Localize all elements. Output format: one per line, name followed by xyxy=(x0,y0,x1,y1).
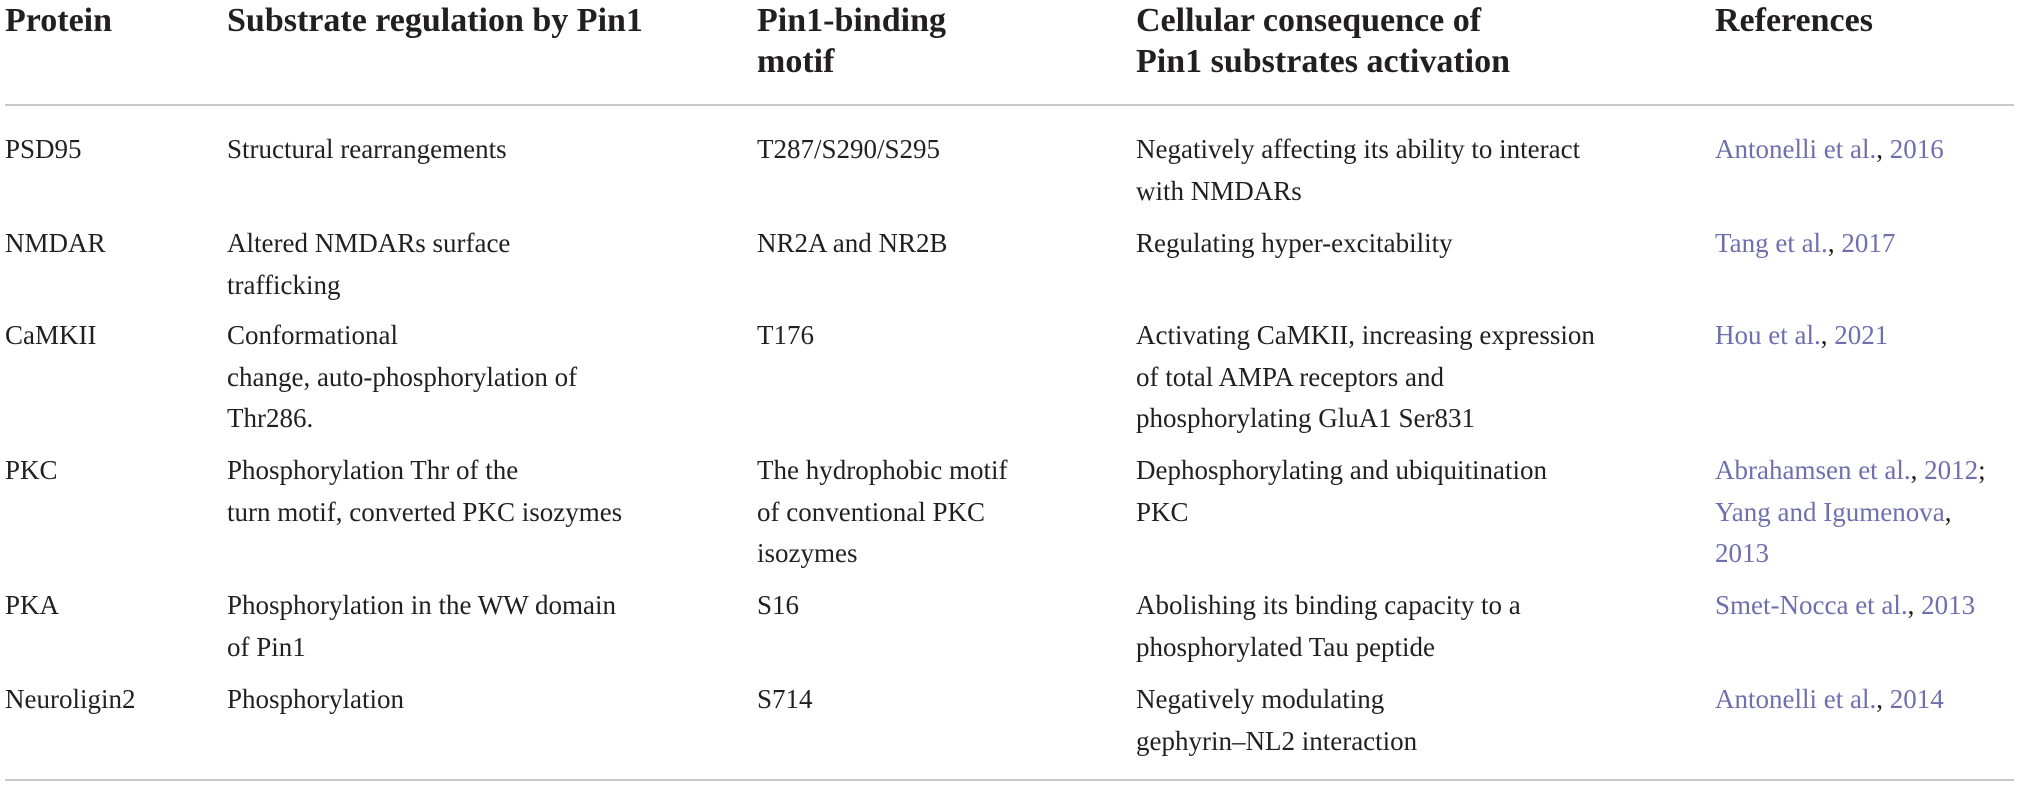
reference-separator: , xyxy=(1827,228,1842,258)
table-bottom-divider xyxy=(5,779,2014,781)
cell-line: S714 xyxy=(757,684,813,714)
cell-line: of Pin1 xyxy=(227,631,306,662)
cell-reference xyxy=(1715,450,1986,575)
cell-consequence xyxy=(1136,585,1521,668)
cell-protein: CaMKII xyxy=(5,320,97,350)
header-motif-line1: Pin1-binding xyxy=(757,2,946,39)
cell-line: PKC xyxy=(1136,496,1189,527)
cell-line: Abolishing its binding capacity to a xyxy=(1136,590,1521,620)
cell-motif xyxy=(757,450,1007,575)
reference-line xyxy=(1715,533,1986,575)
cell-regulation xyxy=(227,585,616,668)
reference-link[interactable]: Yang and Igumenova xyxy=(1715,496,1945,527)
cell-consequence xyxy=(1136,315,1595,440)
cell-line: Conformational xyxy=(227,320,398,350)
cell-line: T176 xyxy=(757,320,814,350)
reference-separator: , xyxy=(1944,496,1952,527)
cell-line: Thr286. xyxy=(227,403,314,433)
cell-consequence xyxy=(1136,129,1580,212)
cell-reference xyxy=(1715,129,1944,171)
cell-motif xyxy=(757,223,948,265)
header-references: References xyxy=(1715,2,1873,39)
cell-line: S16 xyxy=(757,590,800,620)
cell-consequence xyxy=(1136,679,1417,762)
cell-line: phosphorylated Tau peptide xyxy=(1136,631,1436,662)
cell-motif xyxy=(757,679,813,721)
cell-regulation xyxy=(227,315,577,440)
reference-link[interactable]: Abrahamsen et al. xyxy=(1715,455,1911,485)
reference-year-link[interactable]: 2016 xyxy=(1889,134,1944,164)
reference-link[interactable]: Hou et al. xyxy=(1715,320,1821,350)
reference-year-link[interactable]: 2021 xyxy=(1834,320,1889,350)
cell-protein: PKA xyxy=(5,590,60,620)
reference-separator: , xyxy=(1820,320,1835,350)
cell-reference xyxy=(1715,315,1888,357)
reference-line xyxy=(1715,492,1986,534)
header-divider xyxy=(5,104,2014,106)
cell-line: The hydrophobic motif xyxy=(757,455,1008,485)
cell-protein: PSD95 xyxy=(5,134,82,164)
reference-link[interactable]: Tang et al. xyxy=(1715,228,1828,258)
cell-line: with NMDARs xyxy=(1136,175,1302,206)
cell-line: change, auto-phosphorylation of xyxy=(227,361,578,392)
reference-year-link[interactable]: 2017 xyxy=(1841,228,1896,258)
cell-line: Negatively affecting its ability to interact xyxy=(1136,134,1581,164)
cell-consequence xyxy=(1136,450,1547,533)
cell-line: Activating CaMKII, increasing expression xyxy=(1136,320,1595,350)
cell-motif xyxy=(757,129,940,171)
cell-line: gephyrin–NL2 interaction xyxy=(1136,725,1418,756)
header-motif xyxy=(757,0,946,82)
reference-separator: , xyxy=(1876,134,1890,164)
cell-line: Negatively modulating xyxy=(1136,684,1385,714)
reference-link[interactable]: Antonelli et al. xyxy=(1715,684,1877,714)
cell-line: NR2A and NR2B xyxy=(757,228,948,258)
cell-line: of conventional PKC xyxy=(757,496,985,527)
cell-reference xyxy=(1715,679,1944,721)
header-protein: Protein xyxy=(5,2,113,39)
header-consequence xyxy=(1136,0,1510,82)
reference-line xyxy=(1715,450,1986,492)
cell-consequence xyxy=(1136,223,1453,265)
cell-line: of total AMPA receptors and xyxy=(1136,361,1444,392)
cell-line: trafficking xyxy=(227,269,341,300)
cell-line: Phosphorylation Thr of the xyxy=(227,455,519,485)
cell-regulation xyxy=(227,129,507,171)
cell-motif xyxy=(757,585,799,627)
cell-reference xyxy=(1715,223,1895,265)
reference-year-link[interactable]: 2012 xyxy=(1924,455,1979,485)
cell-protein: Neuroligin2 xyxy=(5,684,136,714)
cell-regulation xyxy=(227,450,622,533)
cell-line: Phosphorylation xyxy=(227,684,405,714)
header-regulation: Substrate regulation by Pin1 xyxy=(227,2,643,39)
cell-regulation xyxy=(227,223,510,306)
cell-line: phosphorylating GluA1 Ser831 xyxy=(1136,403,1475,433)
reference-separator: ; xyxy=(1978,455,1986,485)
cell-motif xyxy=(757,315,814,357)
cell-line: Structural rearrangements xyxy=(227,134,507,164)
cell-line: Dephosphorylating and ubiquitination xyxy=(1136,455,1547,485)
header-motif-line2: motif xyxy=(757,43,835,80)
reference-separator: , xyxy=(1907,590,1922,620)
cell-line: turn motif, converted PKC isozymes xyxy=(227,496,623,527)
cell-protein: NMDAR xyxy=(5,228,106,258)
reference-link[interactable]: Smet-Nocca et al. xyxy=(1715,590,1908,620)
reference-separator: , xyxy=(1910,455,1925,485)
cell-protein: PKC xyxy=(5,455,58,485)
cell-regulation xyxy=(227,679,404,721)
reference-year-link[interactable]: 2013 xyxy=(1715,538,1769,568)
cell-line: T287/S290/S295 xyxy=(757,134,941,164)
header-consequence-line2: Pin1 substrates activation xyxy=(1136,43,1510,80)
cell-line: Altered NMDARs surface xyxy=(227,228,511,258)
reference-separator: , xyxy=(1876,684,1890,714)
cell-line: Regulating hyper-excitability xyxy=(1136,228,1453,258)
cell-reference xyxy=(1715,585,1975,627)
cell-line: Phosphorylation in the WW domain xyxy=(227,590,616,620)
cell-line: isozymes xyxy=(757,538,858,568)
reference-year-link[interactable]: 2014 xyxy=(1889,684,1944,714)
header-consequence-line1: Cellular consequence of xyxy=(1136,2,1482,39)
reference-year-link[interactable]: 2013 xyxy=(1921,590,1976,620)
reference-link[interactable]: Antonelli et al. xyxy=(1715,134,1877,164)
